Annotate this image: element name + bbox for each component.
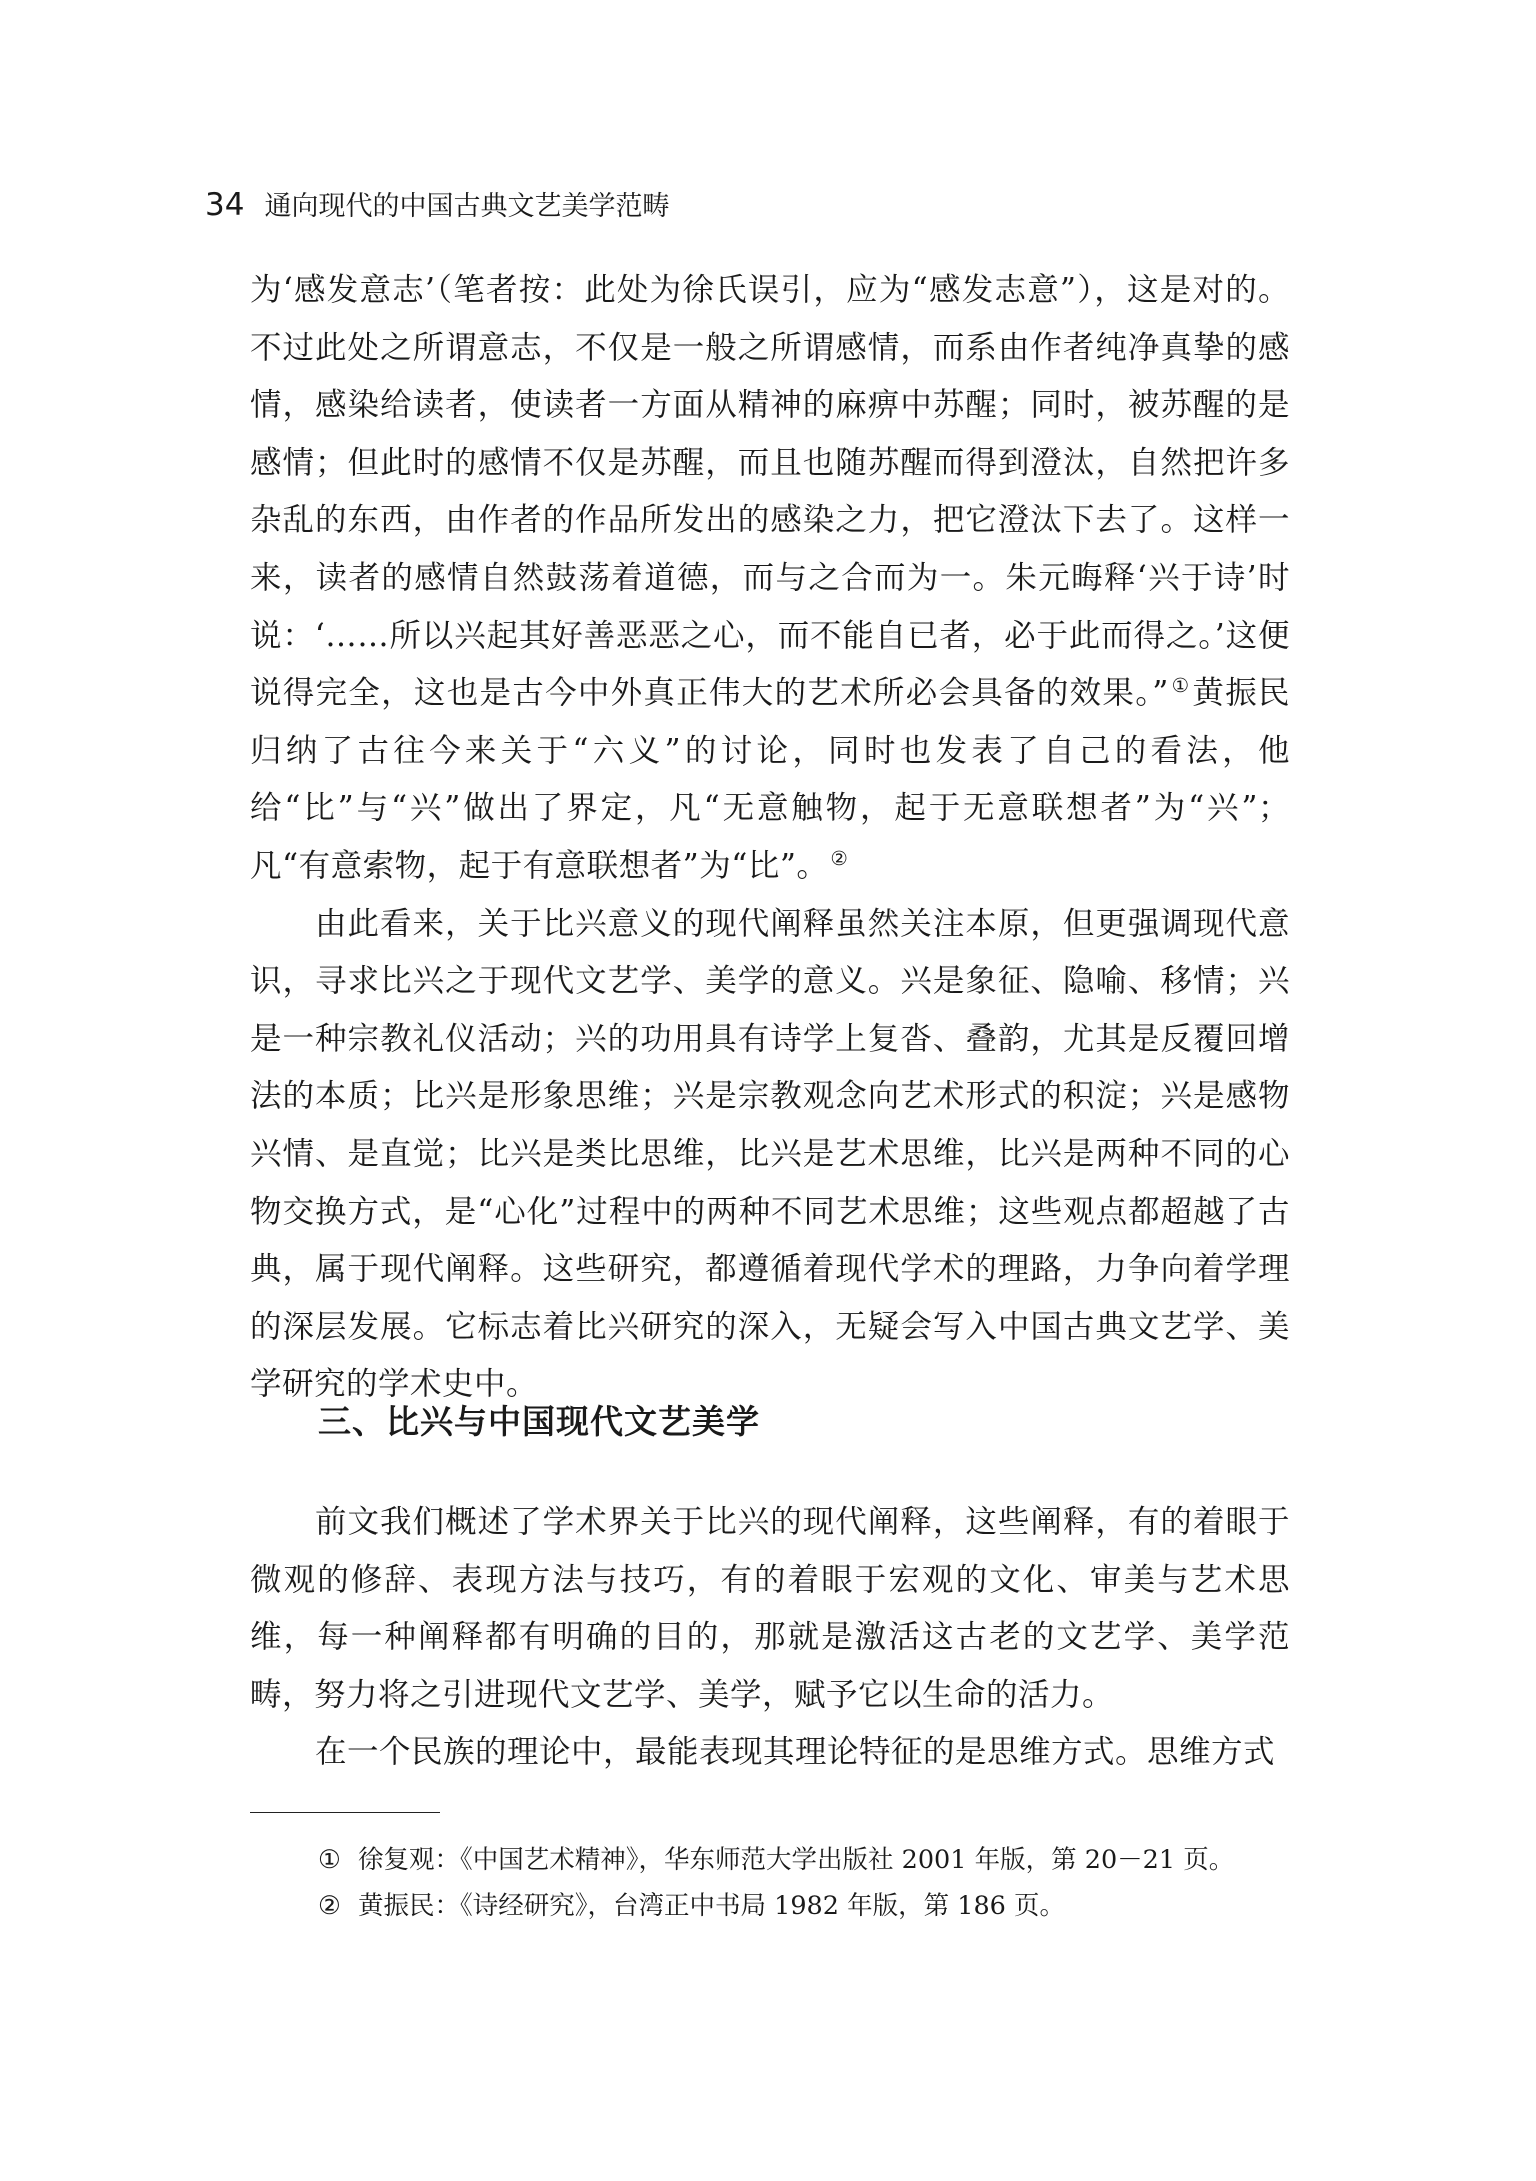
- running-head: [205, 184, 669, 228]
- footnote-divider: [250, 1812, 440, 1813]
- paragraph-text: 为‘感发意志’（笔者按：此处为徐氏误引，应为“感发志意”），这是对的。不过此处之所谓意志，不仅是一般之所谓感情，而系由作者纯净真挚的感情，感染给读者，使读者一方面从精神的麻痹中苏醒；同时，被苏醒的是感情；但此时的感情不仅是苏醒，而且也随苏醒而得到澄汰，自然把许多杂乱的东西，由作者的作品所发出的感染之力，把它澄汰下去了。这样一来，读者的感情自然鼓荡着道德，而与之合而为一。朱元晦释‘兴于诗’时说：‘……所以兴起其好善恶恶之心，而不能自已者，必于此而得之。’这便说得完全，这也是古今中外真正伟大的艺术所必会具备的效果。”: [250, 272, 1290, 712]
- section-intro-paragraph: 前文我们概述了学术界关于比兴的现代阐释，这些阐释，有的着眼于微观的修辞、表现方法与技巧，有的着眼于宏观的文化、审美与艺术思维，每一种阐释都有明确的目的，那就是激活这古老的文艺学、美学范畴，努力将之引进现代文艺学、美学，赋予它以生命的活力。: [250, 1504, 1290, 1713]
- paragraph-text: 黄振民归纳了古往今来关于“六义”的讨论，同时也发表了自己的看法，他给“比”与“兴”做出了界定，凡“无意触物，起于无意联想者”为“兴”；凡“有意索物，起于有意联想者”为“比”。: [250, 675, 1290, 884]
- footnote-text: 黄振民：《诗经研究》，台湾正中书局 1982 年版，第 186 页。: [358, 1891, 1065, 1921]
- summary-paragraph: 由此看来，关于比兴意义的现代阐释虽然关注本原，但更强调现代意识，寻求比兴之于现代文艺学、美学的意义。兴是象征、隐喻、移情；兴是一种宗教礼仪活动；兴的功用具有诗学上复沓、叠韵，尤其是反覆回增法的本质；比兴是形象思维；兴是宗教观念向艺术形式的积淀；兴是感物兴情、是直觉；比兴是类比思维，比兴是艺术思维，比兴是两种不同的心物交换方式，是“心化”过程中的两种不同艺术思维；这些观点都超越了古典，属于现代阐释。这些研究，都遵循着现代学术的理路，力争向着学理的深层发展。它标志着比兴研究的深入，无疑会写入中国古典文艺学、美学研究的学术史中。: [250, 905, 1290, 1403]
- section-heading: 三、比兴与中国现代文艺美学: [318, 1402, 760, 1441]
- footnotes: [318, 1837, 1318, 1929]
- section-continuing-paragraph: 在一个民族的理论中，最能表现其理论特征的是思维方式。思维方式: [315, 1734, 1276, 1771]
- footnote-marker: ②: [318, 1891, 341, 1921]
- quoted-paragraph: [250, 262, 1290, 896]
- footnote-text: 徐复观：《中国艺术精神》，华东师范大学出版社 2001 年版，第 20－21 页。: [358, 1845, 1235, 1875]
- page-number: 34: [205, 187, 245, 223]
- footnote-ref-2: ②: [830, 847, 849, 871]
- footnote-marker: ①: [318, 1845, 341, 1875]
- footnote-ref-1: ①: [1170, 674, 1191, 698]
- footnote-1: [318, 1837, 1318, 1883]
- book-title: 通向现代的中国古典文艺美学范畴: [264, 191, 670, 222]
- body-text-lower: [250, 1494, 1290, 1782]
- footnote-2: [318, 1883, 1318, 1929]
- body-text-upper: [250, 262, 1290, 1414]
